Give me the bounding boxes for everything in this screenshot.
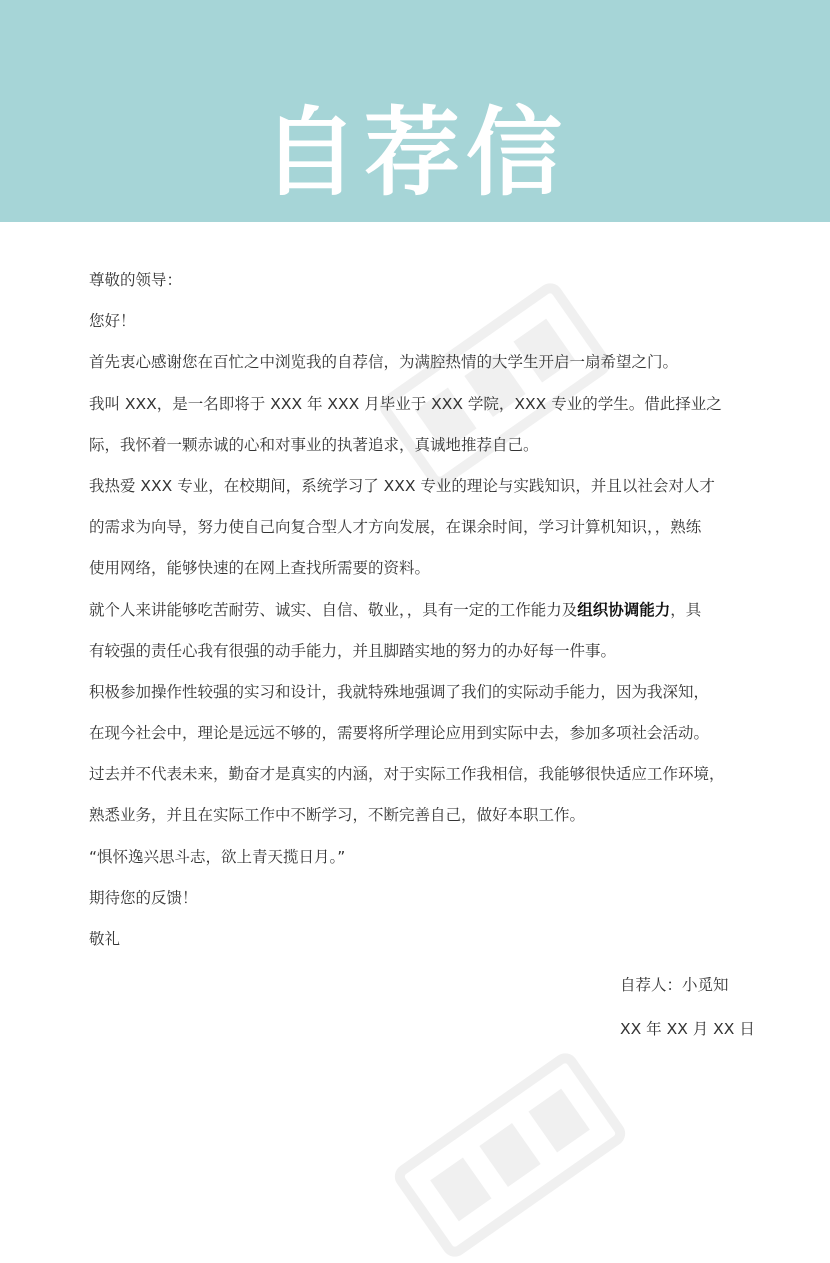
letter-line: 我叫 XXX，是一名即将于 XXX 年 XXX 月毕业于 XXX 学院，XXX 专业的学生。借此择业之 <box>89 394 722 413</box>
page-title: 自荐信 <box>262 97 568 209</box>
letter-line: 使用网络，能够快速的在网上查找所需要的资料。 <box>89 559 431 578</box>
letter-body <box>89 270 749 970</box>
signature-date: XX 年 XX 月 XX 日 <box>620 1020 755 1038</box>
quote: “惧怀逸兴思斗志，欲上青天揽日月。” <box>89 847 346 866</box>
watermark-icon <box>388 1047 631 1263</box>
letter-line: 在现今社会中，理论是远远不够的，需要将所学理论应用到实际中去，参加多项社会活动。 <box>89 724 710 743</box>
letter-line: 熟悉业务，并且在实际工作中不断学习，不断完善自己，做好本职工作。 <box>89 806 586 825</box>
letter-line: 际，我怀着一颗赤诚的心和对事业的执著追求，真诚地推荐自己。 <box>89 435 539 454</box>
letter-line-ability <box>89 600 749 620</box>
salutation: 尊敬的领导： <box>89 271 183 289</box>
greeting: 您好！ <box>89 312 136 331</box>
ability-emphasis: 组织协调能力 <box>577 600 671 619</box>
letter-line: 我热爱 XXX 专业，在校期间，系统学习了 XXX 专业的理论与实践知识，并且以社会对人才 <box>89 476 715 495</box>
letter-line: 有较强的责任心我有很强的动手能力，并且脚踏实地的努力的办好每一件事。 <box>89 641 617 660</box>
letter-line: 积极参加操作性较强的实习和设计，我就特殊地强调了我们的实际动手能力，因为我深知， <box>89 682 710 701</box>
closing: 敬礼 <box>89 930 121 948</box>
letter-line: 过去并不代表未来，勤奋才是真实的内涵，对于实际工作我相信，我能够很快适应工作环境， <box>89 765 725 784</box>
ability-suffix: ，具 <box>670 600 702 619</box>
letter-line: 首先衷心感谢您在百忙之中浏览我的自荐信，为满腔热情的大学生开启一扇希望之门。 <box>89 353 679 372</box>
header-banner <box>0 0 830 222</box>
closing-wish: 期待您的反馈！ <box>89 888 198 907</box>
signature: 自荐人：小觅知 <box>620 976 729 994</box>
ability-prefix: 就个人来讲能够吃苦耐劳、诚实、自信、敬业，，具有一定的工作能力及 <box>89 600 578 619</box>
letter-line: 的需求为向导，努力使自己向复合型人才方向发展，在课余时间，学习计算机知识，，熟练 <box>89 518 702 537</box>
